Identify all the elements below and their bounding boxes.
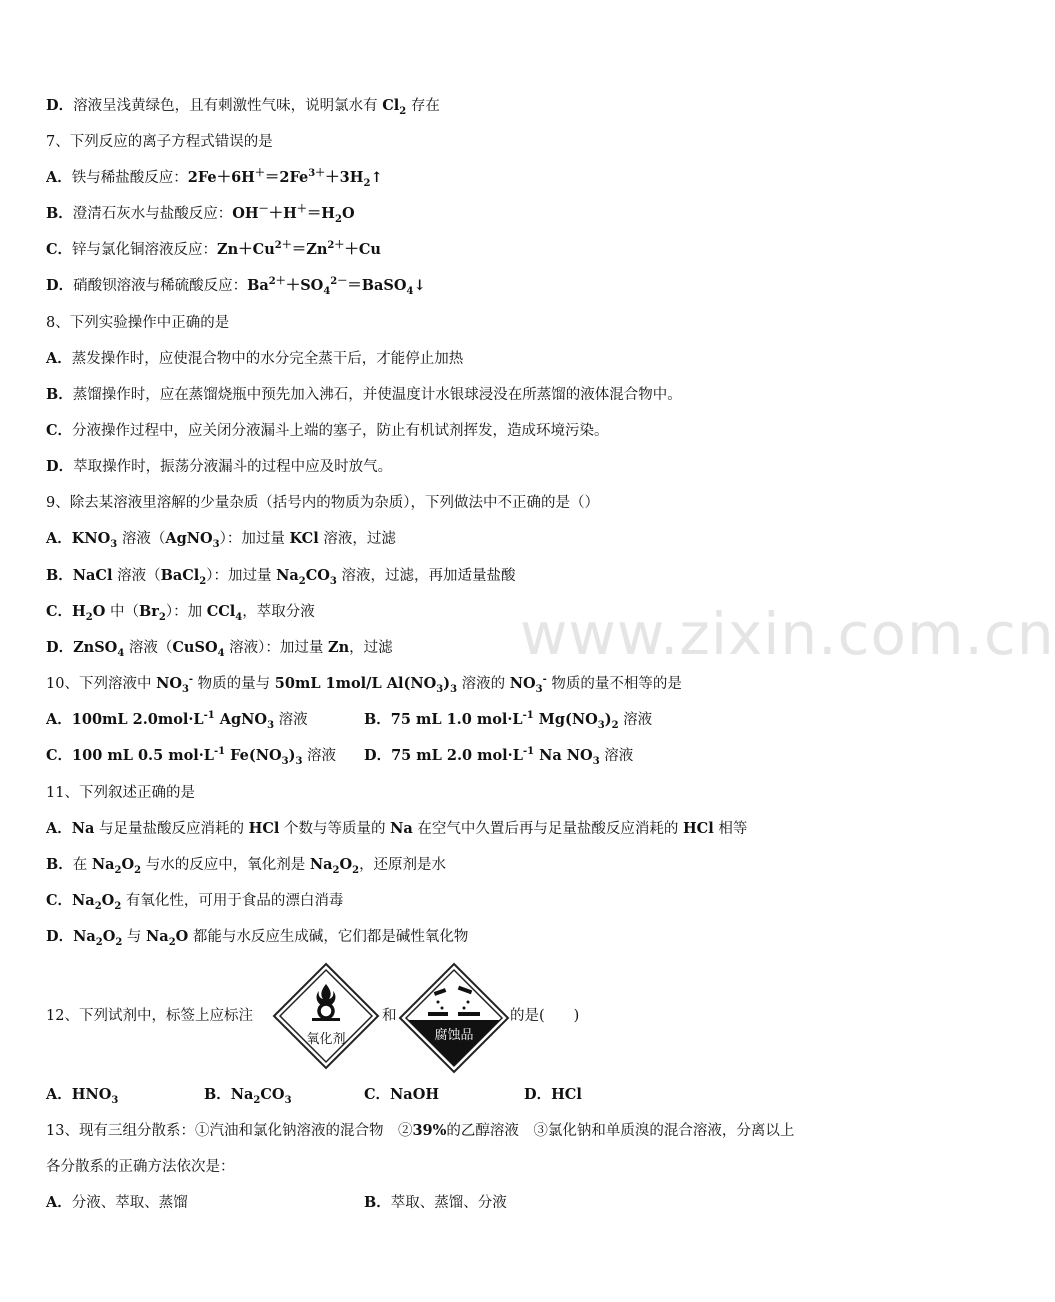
q13-option-b: B．萃取、蒸馏、分液	[364, 1194, 507, 1211]
q8-option-a: A．蒸发操作时，应使混合物中的水分完全蒸干后，才能停止加热	[46, 350, 464, 367]
q10-option-b: B．75 mL 1.0 $mol\cdot L^{-1}$ $Mg(NO_3)_2$ 溶液	[364, 710, 653, 731]
q11-option-b: B．在 $Na_2O_2$ 与水的反应中，氧化剂是 $Na_2O_2$，还原剂是水	[46, 856, 447, 876]
q13-option-a: A．分液、萃取、蒸馏	[46, 1194, 188, 1211]
q11-option-a: A．Na 与足量盐酸反应消耗的 HCl 个数与等质量的 Na 在空气中久置后再与足量盐酸反应消耗的 HCl 相等	[46, 820, 748, 837]
q8-option-c: C．分液操作过程中，应关闭分液漏斗上端的塞子，防止有机试剂挥发，造成环境污染。	[46, 422, 609, 439]
q10-option-c: C．100 mL 0.5 $mol\cdot L^{-1}$ $Fe(NO_3)_3$ 溶液	[46, 746, 337, 767]
q11-option-c: C．$Na_2O_2$ 有氧化性，可用于食品的漂白消毒	[46, 892, 344, 912]
q12-option-c: C．NaOH	[364, 1086, 440, 1103]
q9-option-a: A．$KNO_3$ 溶液（AgNO$_3$）：加过量 KCl 溶液，过滤	[46, 530, 396, 550]
q6-option-d: D．溶液呈浅黄绿色，且有刺激性气味，说明氯水有 $Cl_2$ 存在	[46, 97, 440, 117]
q11-option-d: D．$Na_2O_2$ 与 $Na_2O$ 都能与水反应生成碱，它们都是碱性氧化物	[46, 928, 469, 948]
q13-stem-line2: 各分散系的正确方法依次是：	[46, 1159, 235, 1175]
q12-stem-post: 的是( )	[510, 1008, 580, 1024]
q7-option-a: A．铁与稀盐酸反应：$2Fe+6H^+=2Fe^{3+}+3H_2↑$	[46, 168, 383, 189]
q7-stem: 7、下列反应的离子方程式错误的是	[46, 134, 273, 150]
q10-option-a: A．100mL $2.0mol\cdot L^{-1}$ AgNO$_3$ 溶液	[46, 710, 308, 731]
q8-stem: 8、下列实验操作中正确的是	[46, 315, 230, 331]
q13-stem-line1: 13、现有三组分散系：①汽油和氯化钠溶液的混合物 ②39%的乙醇溶液 ③氯化钠和单质溴的混合溶液，分离以上	[46, 1122, 795, 1139]
q8-option-b: B．蒸馏操作时，应在蒸馏烧瓶中预先加入沸石，并使温度计水银球浸没在所蒸馏的液体混合物中。	[46, 386, 682, 403]
q12-stem-mid: 和	[382, 1008, 397, 1024]
watermark: www.zixin.com.cn	[520, 600, 1055, 668]
q12-option-d: D．HCl	[524, 1086, 582, 1103]
q10-option-d: D．75 mL 2.0 $mol\cdot L^{-1}$ Na $NO_3$ 溶液	[364, 746, 634, 767]
q9-stem: 9、除去某溶液里溶解的少量杂质（括号内的物质为杂质），下列做法中不正确的是（）	[46, 495, 599, 511]
corrosive-label-text: 腐蚀品	[434, 1028, 474, 1043]
corrosive-hazard-diamond-icon	[398, 962, 510, 1074]
q7-option-d: D．硝酸钡溶液与稀硫酸反应：$Ba^{2+}+SO_4^{2-}=BaSO_4↓$	[46, 276, 426, 297]
oxidizer-label-image	[272, 962, 380, 1070]
q9-option-b: B．NaCl 溶液（BaCl$_2$）：加过量 $Na_2CO_3$ 溶液，过滤，再加适量盐酸	[46, 567, 516, 587]
oxidizer-hazard-diamond-icon	[272, 962, 380, 1070]
q9-option-c: C．$H_2O$ 中$(Br_2)$：加 CCl$_4$，萃取分液	[46, 603, 315, 623]
q12-option-a: A．$HNO_3$	[46, 1086, 119, 1106]
q10-stem: 10、下列溶液中 $NO_3^-$ 物质的量与 50mL 1mol/L $Al(NO_3)_3$ 溶液的 $NO_3^-$ 物质的量不相等的是	[46, 674, 682, 695]
q7-option-b: B．澄清石灰水与盐酸反应：$OH^-+H^+=H_2O$	[46, 204, 355, 225]
q11-stem: 11、下列叙述正确的是	[46, 785, 195, 801]
corrosive-label-image	[398, 962, 510, 1074]
oxidizer-label-text: 氧化剂	[306, 1032, 346, 1047]
q8-option-d: D．萃取操作时，振荡分液漏斗的过程中应及时放气。	[46, 458, 393, 475]
q12-stem-pre: 12、下列试剂中，标签上应标注	[46, 1008, 253, 1024]
q12-option-b: B．$Na_2CO_3$	[204, 1086, 292, 1106]
q7-option-c: C．锌与氯化铜溶液反应：$Zn+Cu^{2+}=Zn^{2+}+Cu$	[46, 240, 381, 258]
q9-option-d: D．ZnSO$_4$ 溶液（CuSO$_4$ 溶液）：加过量 Zn，过滤	[46, 639, 393, 659]
